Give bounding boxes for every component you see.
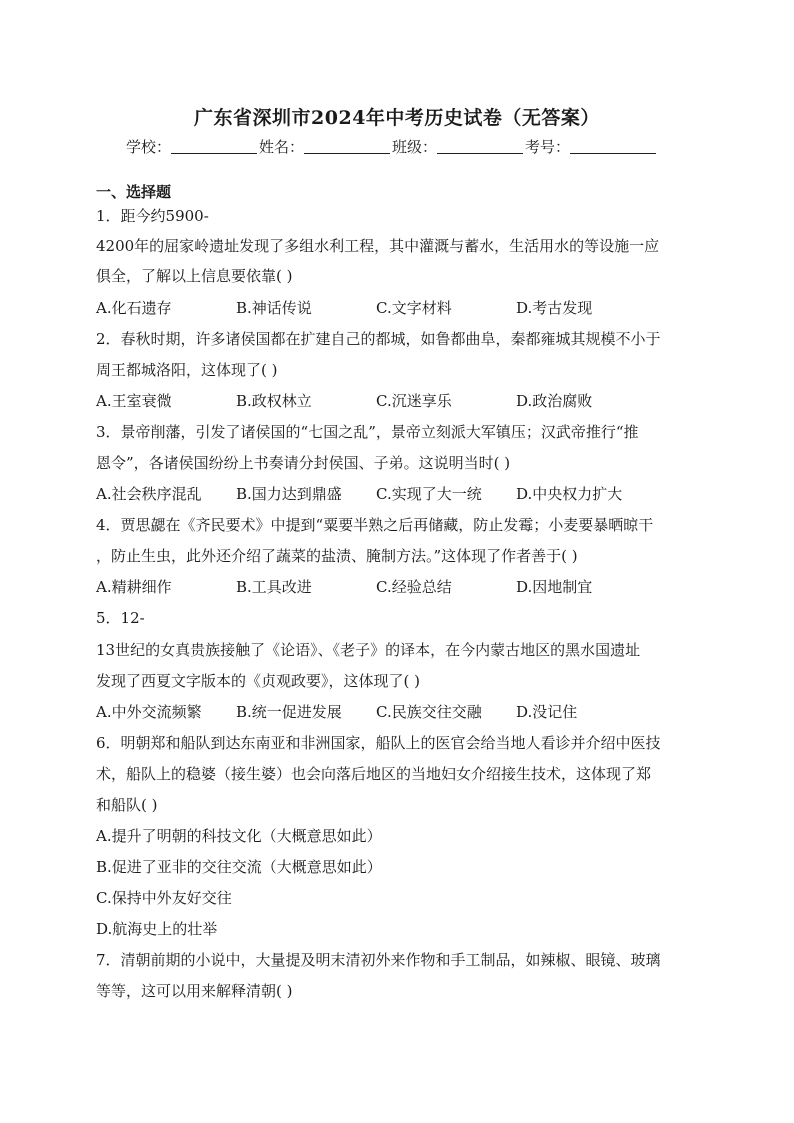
q3-option-b: B.国力达到鼎盛 <box>236 485 342 503</box>
q6-option-d: D.航海史上的壮举 <box>96 920 218 938</box>
question-2-line-2: 周王都城洛阳，这体现了( ) <box>96 361 278 379</box>
class-label: 班级： <box>392 138 438 156</box>
question-5-line-1: 5．12- <box>96 609 145 627</box>
q2-option-d: D.政治腐败 <box>516 392 593 410</box>
q3-option-d: D.中央权力扩大 <box>516 485 623 503</box>
question-6-line-2: 术，船队上的稳婆（接生婆）也会向落后地区的当地妇女介绍接生技术，这体现了郑 <box>96 765 652 783</box>
q4-option-d: D.因地制宜 <box>516 578 593 596</box>
question-7-line-2: 等等，这可以用来解释清朝( ) <box>96 982 293 1000</box>
question-5-options <box>96 702 656 722</box>
q2-option-b: B.政权林立 <box>236 392 312 410</box>
question-1-line-2: 4200年的屈家岭遗址发现了多组水利工程，其中灌溉与蓄水，生活用水的等设施一应 <box>96 237 660 255</box>
question-4-line-1: 4．贾思勰在《齐民要术》中提到“粟要半熟之后再储藏，防止发霉；小麦要暴晒晾干 <box>96 516 654 534</box>
q3-option-c: C.实现了大一统 <box>376 485 482 503</box>
question-2-line-1: 2．春秋时期，许多诸侯国都在扩建自己的都城，如鲁都曲阜，秦都雍城其规模不小于 <box>96 330 661 348</box>
q2-option-c: C.沉迷享乐 <box>376 392 452 410</box>
q5-option-d: D.没记住 <box>516 703 578 721</box>
question-3-line-2: 恩令”，各诸侯国纷纷上书奏请分封侯国、子弟。这说明当时( ) <box>96 454 511 472</box>
name-blank <box>304 140 390 154</box>
exam-title: 广东省深圳市2024年中考历史试卷（无答案） <box>194 107 600 129</box>
q1-option-c: C.文字材料 <box>376 299 452 317</box>
question-4-line-2: ，防止生虫，此外还介绍了蔬菜的盐渍、腌制方法。”这体现了作者善于( ) <box>96 547 578 565</box>
question-1-options <box>96 298 656 318</box>
question-5-line-2: 13世纪的女真贵族接触了《论语》、《老子》的译本，在今内蒙古地区的黑水国遗址 <box>96 641 641 659</box>
section-title: 一、选择题 <box>96 183 172 201</box>
question-6-line-1: 6．明朝郑和船队到达东南亚和非洲国家，船队上的医官会给当地人看诊并介绍中医技 <box>96 734 661 752</box>
q1-option-a: A.化石遗存 <box>96 299 172 317</box>
question-4-options <box>96 577 656 597</box>
question-6-line-3: 和船队( ) <box>96 796 158 814</box>
q1-option-d: D.考古发现 <box>516 299 593 317</box>
question-3-options <box>96 484 656 504</box>
q3-option-a: A.社会秩序混乱 <box>96 485 202 503</box>
question-7-line-1: 7．清朝前期的小说中，大量提及明末清初外来作物和手工制品，如辣椒、眼镜、玻璃 <box>96 951 661 969</box>
q6-option-b: B.促进了亚非的交往交流（大概意思如此） <box>96 858 382 876</box>
q4-option-c: C.经验总结 <box>376 578 452 596</box>
class-blank <box>437 140 523 154</box>
school-label: 学校： <box>126 138 172 156</box>
q1-option-b: B.神话传说 <box>236 299 312 317</box>
q6-option-a: A.提升了明朝的科技文化（大概意思如此） <box>96 827 382 845</box>
q5-option-c: C.民族交往交融 <box>376 703 482 721</box>
q2-option-a: A.王室衰微 <box>96 392 172 410</box>
question-5-line-3: 发现了西夏文字版本的《贞观政要》，这体现了( ) <box>96 672 420 690</box>
q5-option-b: B.统一促进发展 <box>236 703 342 721</box>
q6-option-c: C.保持中外友好交往 <box>96 889 232 907</box>
question-1-line-3: 俱全，了解以上信息要依靠( ) <box>96 267 293 285</box>
name-label: 姓名： <box>259 138 305 156</box>
question-3-line-1: 3．景帝削藩，引发了诸侯国的“七国之乱”，景帝立刻派大军镇压；汉武帝推行“推 <box>96 423 639 441</box>
student-info-row <box>126 136 658 157</box>
school-blank <box>171 140 257 154</box>
q4-option-a: A.精耕细作 <box>96 578 172 596</box>
exam-number-label: 考号： <box>525 138 571 156</box>
q4-option-b: B.工具改进 <box>236 578 312 596</box>
q5-option-a: A.中外交流频繁 <box>96 703 202 721</box>
exam-number-blank <box>570 140 656 154</box>
question-2-options <box>96 391 656 411</box>
question-1-line-1: 1．距今约5900- <box>96 207 209 225</box>
